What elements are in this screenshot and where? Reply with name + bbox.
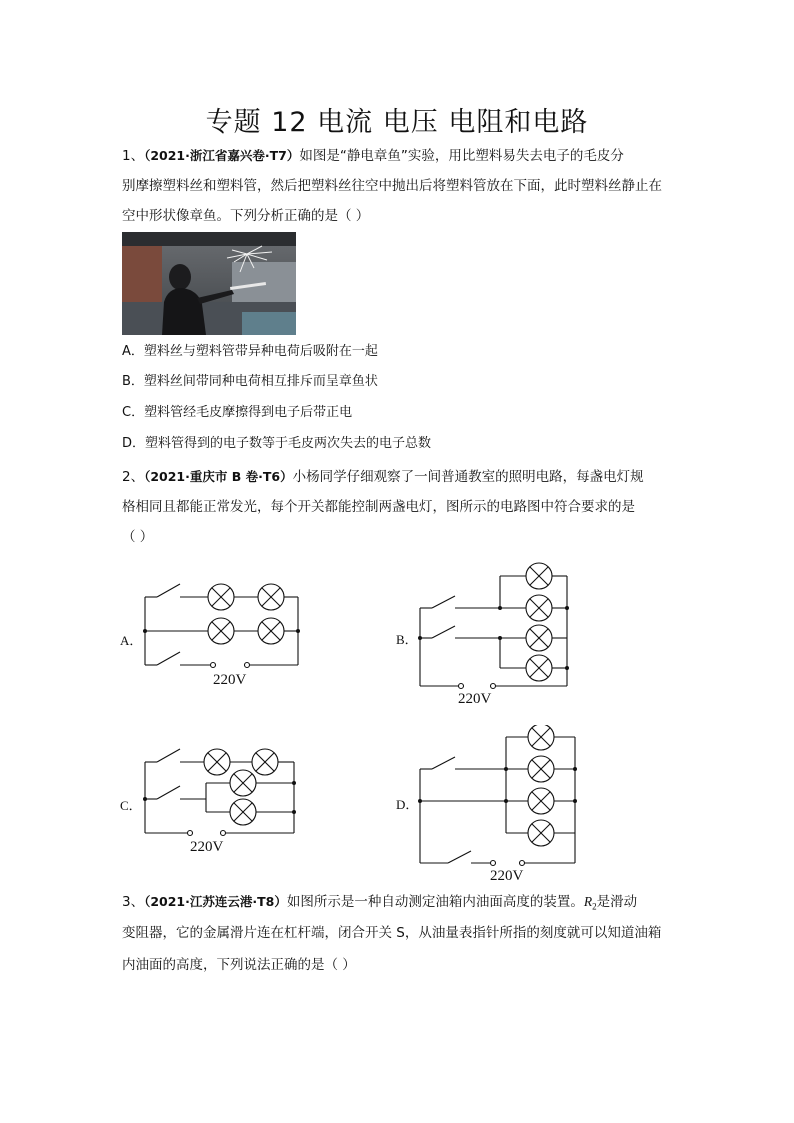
circuit-c-label: C． — [120, 798, 142, 813]
q3-text1a: 如图所示是一种自动测定油箱内油面高度的装置。 — [286, 894, 584, 910]
q1-option-a: A．塑料丝与塑料管带异种电荷后吸附在一起 — [122, 344, 378, 359]
q3-number: 3、 — [122, 894, 145, 910]
page-title: 专题 12 电流 电压 电阻和电路 — [205, 107, 589, 138]
circuit-a-voltage: 220V — [213, 672, 247, 688]
circuit-b — [390, 560, 590, 710]
q1-option-d: D．塑料管得到的电子数等于毛皮两次失去的电子总数 — [122, 436, 432, 451]
q1-option-b: B．塑料丝间带同种电荷相互排斥而呈章鱼状 — [122, 374, 378, 389]
q1-text1: 如图是“静电章鱼”实验，用比塑料易失去电子的毛皮分 — [299, 148, 624, 164]
q2-line3: （ ） — [122, 529, 154, 545]
q2-source: （2021·重庆市 B 卷·T6） — [144, 469, 293, 484]
q1-option-c: C．塑料管经毛皮摩擦得到电子后带正电 — [122, 405, 353, 420]
circuit-c — [110, 735, 320, 860]
circuit-b-voltage: 220V — [458, 691, 492, 707]
circuit-d — [390, 725, 590, 885]
q3-text1b: 是滑动 — [596, 894, 638, 910]
q2-text1: 小杨同学仔细观察了一间普通教室的照明电路，每盏电灯规 — [292, 469, 644, 485]
q2-number: 2、 — [122, 469, 145, 485]
q2-line2: 格相同且都能正常发光，每个开关都能控制两盏电灯，图所示的电路图中符合要求的是 — [122, 499, 635, 515]
q3-line3: 内油面的高度，下列说法正确的是（ ） — [122, 957, 356, 973]
circuit-b-label: B． — [396, 632, 418, 647]
q1-source: （2021·浙江省嘉兴卷·T7） — [144, 148, 300, 163]
circuit-d-voltage: 220V — [490, 868, 524, 884]
q2-line1 — [122, 467, 682, 487]
q3-source: （2021·江苏连云港·T8） — [144, 894, 287, 909]
circuit-c-voltage: 220V — [190, 839, 224, 855]
circuit-d-label: D． — [396, 797, 419, 812]
q3-line2: 变阻器，它的金属滑片连在杠杆端，闭合开关 S，从油量表指针所指的刻度就可以知道油箱 — [122, 925, 662, 941]
q1-line3: 空中形状像章鱼。下列分析正确的是（ ） — [122, 208, 370, 224]
q1-number: 1、 — [122, 148, 145, 164]
circuit-a — [110, 570, 320, 695]
q3-r-symbol: R — [583, 894, 593, 909]
static-octopus-photo — [122, 232, 296, 335]
q1-line2: 别摩擦塑料丝和塑料管，然后把塑料丝往空中抛出后将塑料管放在下面，此时塑料丝静止在 — [122, 178, 662, 194]
q3-r-subscript: 2 — [592, 901, 597, 912]
q1-line1 — [122, 146, 682, 166]
circuit-a-label: A． — [120, 633, 143, 648]
q3-line1 — [122, 892, 682, 917]
